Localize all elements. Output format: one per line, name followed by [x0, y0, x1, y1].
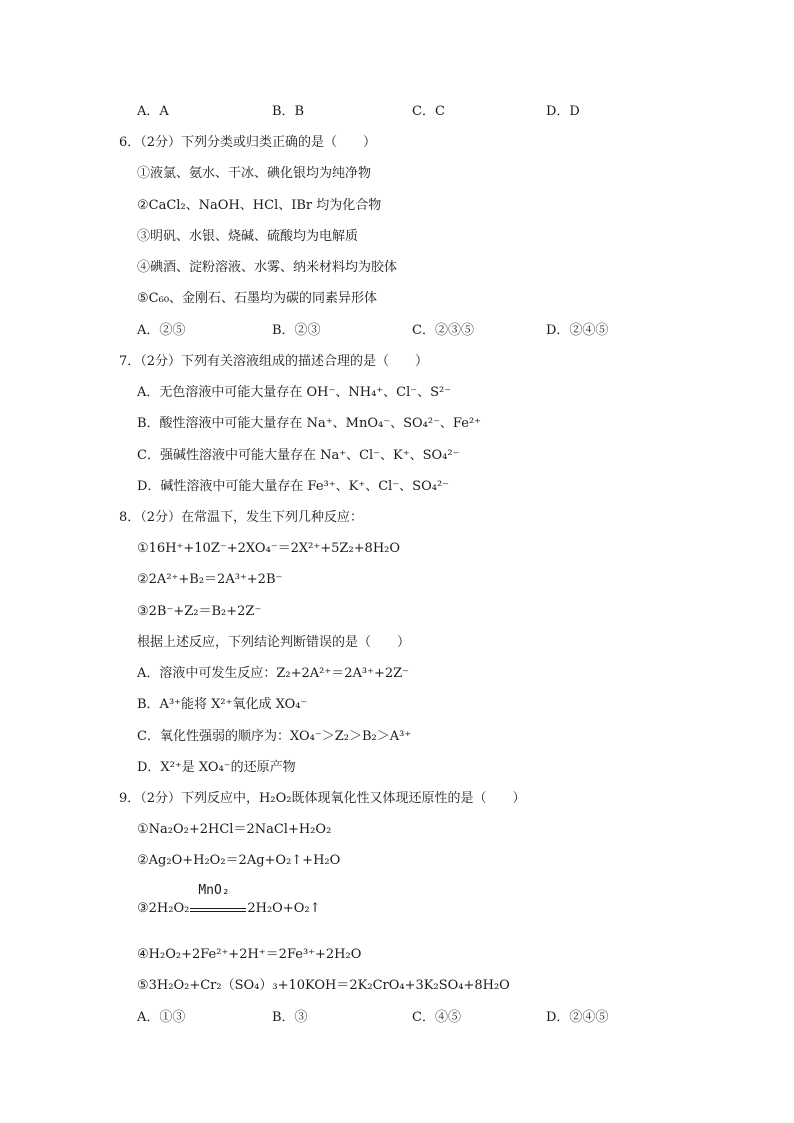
q6-stem: 6．（2分）下列分类或归类正确的是（ ）: [119, 135, 377, 150]
q6-option-a: A．②⑤: [137, 323, 186, 338]
q7-option-d: D．碱性溶液中可能大量存在 Fe³⁺、K⁺、Cl⁻、SO₄²⁻: [137, 479, 450, 494]
q8-option-a: A．溶液中可发生反应：Z₂+2A²⁺＝2A³⁺+2Z⁻: [137, 666, 410, 681]
q9-option-b: B．③: [272, 1010, 308, 1025]
q8-option-d: D．X²⁺是 XO₄⁻的还原产物: [137, 760, 296, 775]
q6-item-1: ①液氯、氨水、干冰、碘化银均为纯净物: [137, 166, 372, 181]
q8-reaction-2: ②2A²⁺+B₂＝2A³⁺+2B⁻: [137, 572, 283, 587]
q8-option-b: B．A³⁺能将 X²⁺氧化成 XO₄⁻: [137, 697, 308, 712]
q6-item-5: ⑤C₆₀、金刚石、石墨均为碳的同素异形体: [137, 291, 378, 306]
q5-option-d: D．D: [546, 104, 580, 119]
q9-option-c: C．④⑤: [412, 1010, 461, 1025]
q8-reaction-3: ③2B⁻+Z₂＝B₂+2Z⁻: [137, 604, 262, 619]
q5-option-a: A．A: [137, 104, 169, 119]
q7-option-a: A．无色溶液中可能大量存在 OH⁻、NH₄⁺、Cl⁻、S²⁻: [137, 385, 452, 400]
q6-option-c: C．②③⑤: [412, 323, 474, 338]
q9-reaction-2: ②Ag₂O+H₂O₂＝2Ag+O₂↑+H₂O: [137, 853, 341, 868]
q8-option-c: C．氧化性强弱的顺序为：XO₄⁻＞Z₂＞B₂＞A³⁺: [137, 729, 412, 744]
q8-reaction-1: ①16H⁺+10Z⁻+2XO₄⁻＝2X²⁺+5Z₂+8H₂O: [137, 541, 401, 556]
q8-stem: 8．（2分）在常温下，发生下列几种反应：: [119, 510, 364, 525]
q7-option-c: C．强碱性溶液中可能大量存在 Na⁺、Cl⁻、K⁺、SO₄²⁻: [137, 448, 460, 463]
q6-item-3: ③明矾、水银、烧碱、硫酸均为电解质: [137, 229, 359, 244]
q9-stem: 9．（2分）下列反应中，H₂O₂既体现氧化性又体现还原性的是（ ）: [119, 791, 526, 806]
q7-option-b: B．酸性溶液中可能大量存在 Na⁺、MnO₄⁻、SO₄²⁻、Fe²⁺: [137, 416, 482, 431]
q9-reaction-3-products: 2H₂O+O₂↑: [247, 901, 321, 916]
q6-option-d: D．②④⑤: [546, 323, 609, 338]
q9-reaction-3: [137, 883, 321, 918]
q9-reaction-3-reactant: ③2H₂O₂: [137, 901, 190, 916]
q6-item-2: ②CaCl₂、NaOH、HCl、IBr 均为化合物: [137, 198, 382, 213]
q5-option-b: B．B: [272, 104, 305, 119]
q5-option-c: C．C: [412, 104, 445, 119]
catalyst-equals-sign: [190, 883, 246, 918]
q8-sub-stem: 根据上述反应，下列结论判断错误的是（ ）: [137, 635, 411, 650]
q6-item-4: ④碘酒、淀粉溶液、水雾、纳米材料均为胶体: [137, 260, 398, 275]
catalyst-label: MnO₂: [198, 883, 230, 898]
q9-option-d: D．②④⑤: [546, 1010, 609, 1025]
q9-reaction-5: ⑤3H₂O₂+Cr₂（SO₄）₃+10KOH＝2K₂CrO₄+3K₂SO₄+8H₂O: [137, 978, 510, 993]
q7-stem: 7．（2分）下列有关溶液组成的描述合理的是（ ）: [119, 354, 429, 369]
q9-reaction-4: ④H₂O₂+2Fe²⁺+2H⁺＝2Fe³⁺+2H₂O: [137, 947, 362, 962]
q6-option-b: B．②③: [272, 323, 321, 338]
q9-reaction-1: ①Na₂O₂+2HCl＝2NaCl+H₂O₂: [137, 822, 332, 837]
q9-option-a: A．①③: [137, 1010, 186, 1025]
